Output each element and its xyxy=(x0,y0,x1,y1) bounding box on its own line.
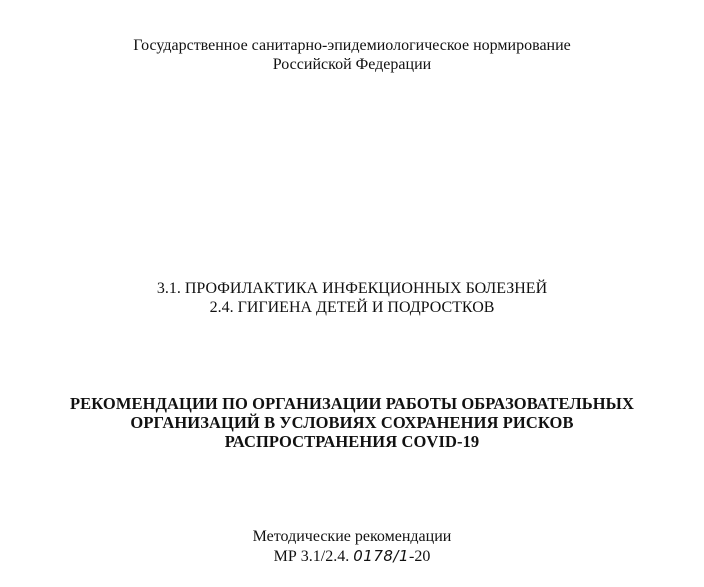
document-type: Методические рекомендации xyxy=(252,528,452,545)
document-number xyxy=(0,545,704,568)
document-title-line-3: РАСПРОСТРАНЕНИЯ COVID-19 xyxy=(224,432,480,451)
authority-line-2: Российской Федерации xyxy=(272,56,432,73)
document-number-prefix: МР 3.1/2.4. xyxy=(273,548,350,565)
document-title-line-1: РЕКОМЕНДАЦИИ ПО ОРГАНИЗАЦИИ РАБОТЫ ОБРАЗОВАТЕЛЬНЫХ xyxy=(69,394,634,413)
document-title-line-2: ОРГАНИЗАЦИЙ В УСЛОВИЯХ СОХРАНЕНИЯ РИСКОВ xyxy=(130,413,574,432)
handwritten-number: 0178/1 xyxy=(353,547,410,565)
authority-line-1: Государственное санитарно-эпидемиологическое нормирование xyxy=(133,37,571,54)
section-code-2: 2.4. ГИГИЕНА ДЕТЕЙ И ПОДРОСТКОВ xyxy=(209,299,495,316)
section-code-1: 3.1. ПРОФИЛАКТИКА ИНФЕКЦИОННЫХ БОЛЕЗНЕЙ xyxy=(156,280,548,297)
document-number-suffix: -20 xyxy=(409,548,431,565)
